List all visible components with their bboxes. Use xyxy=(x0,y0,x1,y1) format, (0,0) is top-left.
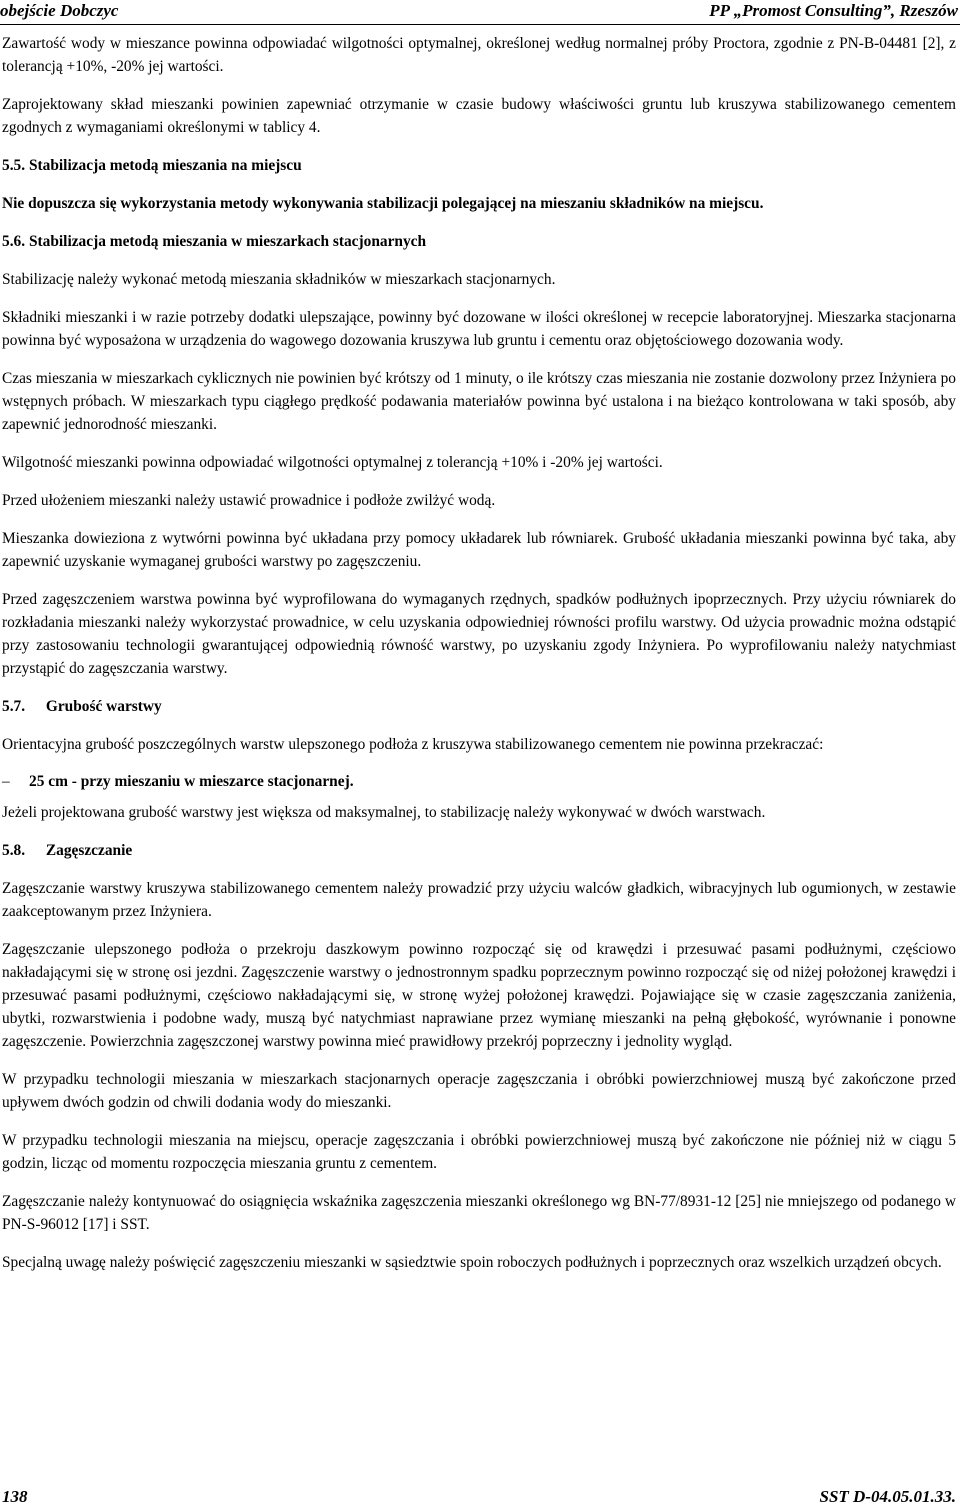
list-item xyxy=(2,770,956,793)
page-number: 138 xyxy=(2,1487,28,1506)
paragraph: Stabilizację należy wykonać metodą mieszania składników w mieszarkach stacjonarnych. xyxy=(2,271,556,288)
paragraph: Składniki mieszanki i w razie potrzeby dodatki ulepszające, powinny być dozowane w ilości określonej w recepcie laboratoryjnej. Mieszarka stacjonarna powinna być wyposażona w urządzenia do wagowego dozowania kruszywa lub gruntu i cementu oraz objętościowego dozowania wody. xyxy=(2,309,956,349)
document-code: SST D-04.05.01.33. xyxy=(819,1487,956,1506)
paragraph: W przypadku technologii mieszania w mieszarkach stacjonarnych operacje zagęszczania i obróbki powierzchniowej muszą być zakończone przed upływem dwóch godzin od chwili dodania wody do mieszanki. xyxy=(2,1071,956,1111)
paragraph: Wilgotność mieszanki powinna odpowiadać wilgotności optymalnej z tolerancją +10% i -20% jej wartości. xyxy=(2,454,663,471)
section-number: 5.5. xyxy=(2,157,26,174)
section-heading-5-7 xyxy=(2,695,956,718)
paragraph: Zawartość wody w mieszance powinna odpowiadać wilgotności optymalnej, określonej według normalnej próby Proctora, zgodnie z PN-B-04481 [2], z tolerancją +10%, -20% jej wartości. xyxy=(2,35,956,75)
paragraph: Czas mieszania w mieszarkach cyklicznych nie powinien być krótszy od 1 minuty, o ile krótszy czas mieszania nie zostanie dozwolony przez Inżyniera po wstępnych próbach. W mieszarkach typu ciągłego prędkość podawania materiałów powinna być ustalona i na bieżąco kontrolowana w taki sposób, aby zapewnić jednorodność mieszanki. xyxy=(2,370,956,433)
header-project-name: obejście Dobczyc xyxy=(0,1,119,20)
header-company-name: PP „Promost Consulting”, Rzeszów xyxy=(709,1,958,20)
section-title: Stabilizacja metodą mieszania w mieszarkach stacjonarnych xyxy=(28,233,427,250)
section-number: 5.6. xyxy=(2,233,26,250)
section-number: 5.8. xyxy=(2,842,26,859)
document-body xyxy=(2,32,956,1289)
list-item-text: 25 cm - przy mieszaniu w mieszarce stacjonarnej. xyxy=(29,773,354,790)
paragraph: Zagęszczanie należy kontynuować do osiągnięcia wskaźnika zagęszczenia mieszanki określonego wg BN-77/8931-12 [25] nie mniejszego od podanego w PN-S-96012 [17] i SST. xyxy=(2,1193,956,1233)
section-title: Zagęszczanie xyxy=(45,842,133,859)
paragraph: Nie dopuszcza się wykorzystania metody wykonywania stabilizacji polegającej na mieszaniu składników na miejscu. xyxy=(2,195,764,212)
paragraph: Zagęszczanie warstwy kruszywa stabilizowanego cementem należy prowadzić przy użyciu walców gładkich, wibracyjnych lub ogumionych, w zestawie zaakceptowanym przez Inżyniera. xyxy=(2,880,956,920)
paragraph: Przed ułożeniem mieszanki należy ustawić prowadnice i podłoże zwilżyć wodą. xyxy=(2,492,496,509)
section-title: Stabilizacja metodą mieszania na miejscu xyxy=(28,157,302,174)
paragraph: Zaprojektowany skład mieszanki powinien zapewniać otrzymanie w czasie budowy właściwości gruntu lub kruszywa stabilizowanego cementem zgodnych z wymaganiami określonymi w tablicy 4. xyxy=(2,96,956,136)
section-number: 5.7. xyxy=(2,698,26,715)
bullet-dash: – xyxy=(2,773,10,790)
page-header xyxy=(0,0,960,25)
paragraph: Orientacyjna grubość poszczególnych warstw ulepszonego podłoża z kruszywa stabilizowanego cementem nie powinna przekraczać: xyxy=(2,736,824,753)
paragraph: W przypadku technologii mieszania na miejscu, operacje zagęszczania i obróbki powierzchniowej muszą być zakończone nie później niż w ciągu 5 godzin, licząc od momentu rozpoczęcia mieszania gruntu z cementem. xyxy=(2,1132,956,1172)
paragraph: Przed zagęszczeniem warstwa powinna być wyprofilowana do wymaganych rzędnych, spadków podłużnych ipoprzecznych. Przy użyciu równiarek do rozkładania mieszanki należy wykorzystać prowadnice, w celu uzyskania odpowiedniej równości profilu warstwy. Od użycia prowadnic można odstąpić przy zastosowaniu technologii gwarantującej odpowiednią równość warstwy, po uzyskaniu zgody Inżyniera. Po wyprofilowaniu należy natychmiast przystąpić do zagęszczania warstwy. xyxy=(2,591,956,677)
paragraph: Jeżeli projektowana grubość warstwy jest większa od maksymalnej, to stabilizację należy wykonywać w dwóch warstwach. xyxy=(2,804,766,821)
section-heading-5-5 xyxy=(2,154,956,177)
section-heading-5-8 xyxy=(2,839,956,862)
section-title: Grubość warstwy xyxy=(45,698,162,715)
paragraph: Zagęszczanie ulepszonego podłoża o przekroju daszkowym powinno rozpocząć się od krawędzi i przesuwać pasami podłużnymi, częściowo nakładającymi się w stronę osi jezdni. Zagęszczenie warstwy o jednostronnym spadku poprzecznym powinno rozpocząć się od niżej położonej krawędzi i przesuwać pasami podłużnymi, częściowo nakładającymi się, w stronę wyżej położonej krawędzi. Pojawiające się w czasie zagęszczania zaniżenia, ubytki, rozwarstwienia i podobne wady, muszą być natychmiast naprawiane przez wymianę mieszanki na pełną głębokość, wyrównanie i ponowne zagęszczenie. Powierzchnia zagęszczonej warstwy powinna mieć prawidłowy przekrój poprzeczny i jednolity wygląd. xyxy=(2,941,956,1050)
paragraph: Specjalną uwagę należy poświęcić zagęszczeniu mieszanki w sąsiedztwie spoin roboczych podłużnych i poprzecznych oraz wszelkich urządzeń obcych. xyxy=(2,1254,942,1271)
page-footer xyxy=(0,1480,960,1504)
paragraph: Mieszanka dowieziona z wytwórni powinna być układana przy pomocy układarek lub równiarek. Grubość układania mieszanki powinna być taka, aby zapewnić uzyskanie wymaganej grubości warstwy po zagęszczeniu. xyxy=(2,530,956,570)
section-heading-5-6 xyxy=(2,230,956,253)
